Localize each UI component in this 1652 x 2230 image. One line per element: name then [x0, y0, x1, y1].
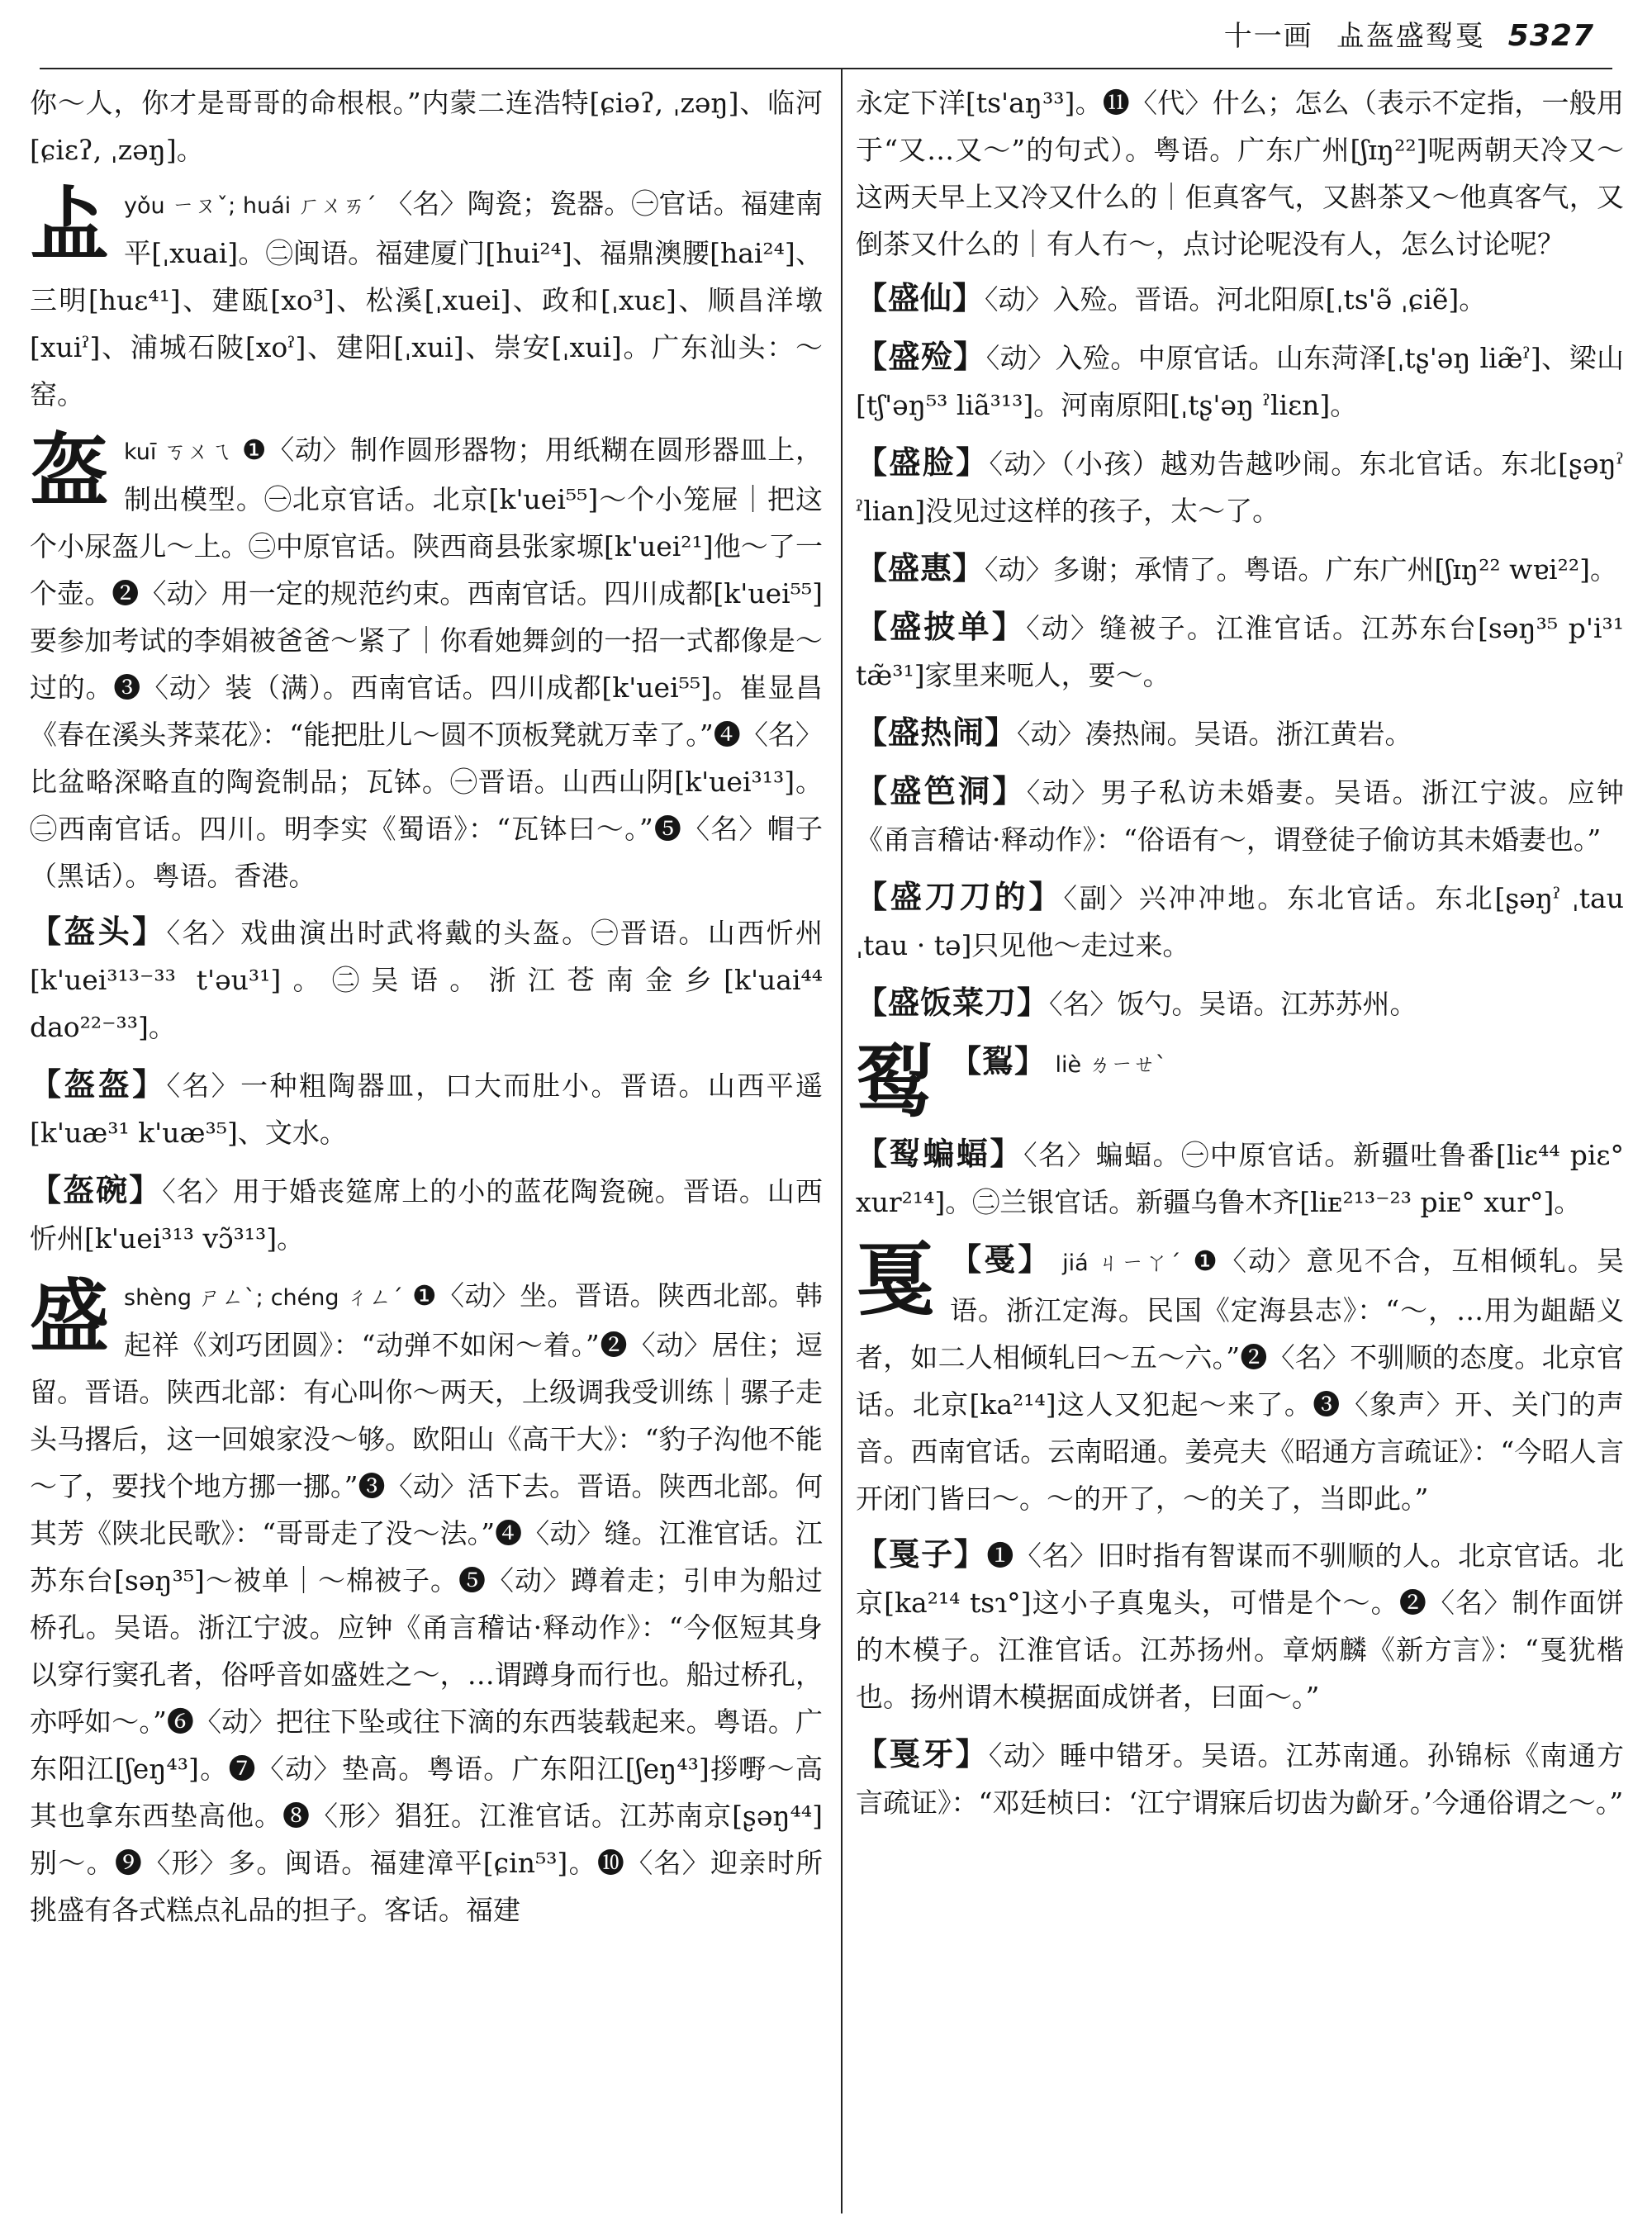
- subentry: [30, 908, 823, 1051]
- subentry: [856, 333, 1624, 429]
- subentry: [856, 709, 1624, 757]
- subentry: [856, 1130, 1624, 1226]
- entry-kui: [30, 426, 823, 899]
- subentry-word: 【盛仙】: [856, 279, 985, 316]
- subentry-word: 【盛刀刀的】: [856, 878, 1064, 915]
- entry-lie: [856, 1037, 1624, 1122]
- subentry-word: 【盛殓】: [856, 338, 986, 375]
- subentry: [856, 873, 1624, 969]
- headword-char: 盀: [30, 180, 109, 271]
- subentry-word: 【盛披单】: [856, 608, 1027, 645]
- headword-char: 盛: [30, 1272, 109, 1363]
- variant-char: 【鴷】: [950, 1042, 1047, 1079]
- subentry-definition: 〈副〉兴冲冲地。东北官话。东北[ʂəŋˀ ˌtau ˌtau · tə]只见他～走过来。: [856, 882, 1624, 961]
- continued-text: 永定下洋[ts'aŋ³³]。⓫〈代〉什么；怎么（表示不定指，一般用于“又…又～”的句式）。粤语。广东广州[ʃɪŋ²²]呢两朝天冷又～这两天早上又冷又什么的｜佢真客气，又斟茶又～他真客气，又倒茶又什么的｜有人冇～，点讨论呢没有人，怎么讨论呢？: [856, 87, 1624, 260]
- variant-char: 【戞】: [950, 1241, 1052, 1278]
- header-section: 十一画: [1223, 20, 1313, 53]
- subentry-word: 【盛惠】: [856, 549, 985, 586]
- subentry-definition: 〈动〉缝被子。江淮官话。江苏东台[səŋ³⁵ p'i³¹ tæ̃³¹]家里来呃人，要～。: [856, 612, 1624, 691]
- subentry-definition: 〈动〉凑热闹。吴语。浙江黄岩。: [1017, 718, 1412, 750]
- subentry: [856, 544, 1624, 593]
- subentry-definition: 〈动〉（小孩）越劝告越吵闹。东北官话。东北[ʂəŋˀ ˀlian]没见过这样的孩子，太～了。: [856, 448, 1624, 527]
- entry-jia: [856, 1236, 1624, 1522]
- subentry-word: 【盔碗】: [30, 1171, 163, 1208]
- pronunciation: kuī ㄎㄨㄟ: [124, 439, 233, 465]
- subentry: [856, 1530, 1624, 1720]
- pronunciation: yǒu ㄧㄡˇ; huái ㄏㄨㄞˊ: [124, 193, 377, 219]
- subentry: [856, 1730, 1624, 1826]
- column-divider: [841, 69, 843, 2213]
- subentry-word: 【盔盔】: [30, 1065, 167, 1103]
- subentry-word: 【盛笆洞】: [856, 772, 1027, 809]
- subentry-definition: 〈名〉蝙蝠。㊀中原官话。新疆吐鲁番[liɛ⁴⁴ piɛ° xur²¹⁴]。㊁兰银官话。新疆乌鲁木齐[liᴇ²¹³⁻²³ piᴇ° xur°]。: [856, 1139, 1624, 1218]
- header-rule: [40, 68, 1612, 69]
- subentry-definition: 〈动〉男子私访未婚妻。吴语。浙江宁波。应钟《甬言稽诂·释动作》：“俗语有～，谓登徒子偷访其未婚妻也。”: [856, 776, 1624, 856]
- subentry: [856, 767, 1624, 863]
- subentry-definition: 〈动〉多谢；承情了。粤语。广东广州[ʃɪŋ²² wɐi²²]。: [985, 553, 1617, 586]
- subentry-word: 【盛脸】: [856, 444, 990, 481]
- subentry-word: 【盛饭菜刀】: [856, 984, 1050, 1021]
- headword-char: 盔: [30, 426, 109, 517]
- subentry-definition: 〈名〉用于婚丧筵席上的小的蓝花陶瓷碗。晋语。山西忻州[k'uei³¹³ vɔ̃³¹³]。: [30, 1175, 823, 1255]
- right-column: [856, 79, 1624, 2213]
- subentry-word: 【䴕蝙蝠】: [856, 1135, 1024, 1172]
- subentry: [856, 603, 1624, 699]
- subentry-definition: 〈名〉饭勺。吴语。江苏苏州。: [1049, 988, 1417, 1020]
- subentry-word: 【戛子】: [856, 1535, 987, 1573]
- continued-text: 你～人，你才是哥哥的命根根。”内蒙二连浩特[ɕiəʔ, ˌzəŋ]、临河[ɕiɛʔ, ˌzəŋ]。: [30, 87, 823, 166]
- page-header: [1224, 13, 1594, 54]
- headword-char: 戛: [856, 1236, 935, 1326]
- definition: 〈名〉陶瓷；瓷器。㊀官话。福建南平[ˌxuai]。㊁闽语。福建厦门[hui²⁴]、福鼎澳腰[hai²⁴]、三明[huɛ⁴¹]、建瓯[xo³]、松溪[ˌxuei]、政和[ˌxuɛ]、顺昌洋墩[xuiˀ]、浦城石陂[xoˀ]、建阳[ˌxui]、崇安[ˌxui]。广东汕头：～窑。: [30, 187, 823, 410]
- pronunciation: liè ㄌㄧㄝˋ: [1055, 1052, 1167, 1078]
- subentry: [30, 1060, 823, 1156]
- definition: ❶〈动〉坐。晋语。陕西北部。韩起祥《刘巧团圆》：“动弹不如闲～着。”❷〈动〉居住；逗留。晋语。陕西北部：有心叫你～两天，上级调我受训练｜骡子走头马撂后，这一回娘家没～够。欧阳山《高干大》：“豹子沟他不能～了，要找个地方挪一挪。”❸〈动〉活下去。晋语。陕西北部。何其芳《陕北民歌》：“哥哥走了没～法。”❹〈动〉缝。江淮官话。江苏东台[səŋ³⁵]～被单｜～棉被子。❺〈动〉蹲着走；引申为船过桥孔。吴语。浙江宁波。应钟《甬言稽诂·释动作》：“今伛短其身以穿行窦孔者，俗呼音如盛姓之～，…谓蹲身而行也。船过桥孔，亦呼如～。”❻〈动〉把往下坠或往下滴的东西装载起来。粤语。广东阳江[ʃeŋ⁴³]。❼〈动〉垫高。粤语。广东阳江[ʃeŋ⁴³]拶嘢～高其也拿东西垫高他。❽〈形〉猖狂。江淮官话。江苏南京[ʂəŋ⁴⁴]别～。❾〈形〉多。闽语。福建漳平[ɕin⁵³]。❿〈名〉迎亲时所挑盛有各式糕点礼品的担子。客话。福建: [30, 1279, 823, 1926]
- subentry-word: 【盛热闹】: [856, 714, 1018, 751]
- headword-char: 䴕: [856, 1037, 935, 1122]
- header-characters: 盀盔盛䴕戛: [1336, 20, 1485, 53]
- subentry-definition: 〈名〉戏曲演出时武将戴的头盔。㊀晋语。山西忻州[k'uei³¹³⁻³³ t'əu³¹]。㊁吴语。浙江苍南金乡[k'uai⁴⁴ dao²²⁻³³]。: [30, 917, 823, 1043]
- subentry-definition: 〈动〉入殓。中原官话。山东菏泽[ˌtʂ'əŋ liæ̃ˀ]、梁山[tʃ'əŋ⁵³ liã³¹³]。河南原阳[ˌtʂ'əŋ ˀliɛn]。: [856, 342, 1624, 421]
- pronunciation: shèng ㄕㄥˋ; chéng ㄔㄥˊ: [124, 1285, 404, 1311]
- entry-you: [30, 180, 823, 418]
- subentry-definition: 〈动〉睡中错牙。吴语。江苏南通。孙锦标《南通方言疏证》：“邓廷桢曰：‘江宁谓寐后切齿为齘牙。’今通俗谓之～。”: [856, 1739, 1624, 1819]
- subentry-definition: 〈名〉一种粗陶器皿，口大而肚小。晋语。山西平遥[k'uæ³¹ k'uæ³⁵]、文水。: [30, 1070, 823, 1149]
- definition: ❶〈动〉意见不合，互相倾轧。吴语。浙江定海。民国《定海县志》：“～，…用为龃龉义者，如二人相倾轧曰～五～六。”❷〈名〉不驯顺的态度。北京官话。北京[ka²¹⁴]这人又犯起～来了。❸〈象声〉开、关门的声音。西南官话。云南昭通。姜亮夫《昭通方言疏证》：“今昭人言开闭门皆曰～。～的开了，～的关了，当即此。”: [856, 1245, 1624, 1515]
- entry-sheng: [30, 1272, 823, 1933]
- subentry-definition: ❶〈名〉旧时指有智谋而不驯顺的人。北京官话。北京[ka²¹⁴ tsɿ°]这小子真鬼头，可惜是个～。❷〈名〉制作面饼的木模子。江淮官话。江苏扬州。章炳麟《新方言》：“戛犹楷也。扬州谓木模据面成饼者，曰面～。”: [856, 1540, 1624, 1713]
- subentry-definition: 〈动〉入殓。晋语。河北阳原[ˌts'ə̃ ˌɕiẽ]。: [985, 283, 1487, 316]
- left-column: [30, 79, 823, 2213]
- subentry: [856, 439, 1624, 534]
- subentry-word: 【戛牙】: [856, 1735, 989, 1772]
- subentry: [30, 1166, 823, 1262]
- subentry-word: 【盔头】: [30, 913, 167, 950]
- definition: ❶〈动〉制作圆形器物；用纸糊在圆形器皿上，制出模型。㊀北京官话。北京[k'uei⁵⁵]～个小笼屉｜把这个小尿盔儿～上。㊁中原官话。陕西商县张家塬[k'uei²¹]他～了一个壶。❷〈动〉用一定的规范约束。西南官话。四川成都[k'uei⁵⁵]要参加考试的李娟被爸爸～紧了｜你看她舞剑的一招一式都像是～过的。❸〈动〉装（满）。西南官话。四川成都[k'uei⁵⁵]。崔显昌《春在溪头荠菜花》：“能把肚儿～圆不顶板凳就万幸了。”❹〈名〉比盆略深略直的陶瓷制品；瓦钵。㊀晋语。山西山阴[k'uei³¹³]。㊁西南官话。四川。明李实《蜀语》：“瓦钵曰～。”❺〈名〉帽子（黑话）。粤语。香港。: [30, 434, 823, 892]
- subentry: [856, 274, 1624, 323]
- page-number: 5327: [1507, 19, 1594, 53]
- pronunciation: jiá ㄐㄧㄚˊ: [1062, 1250, 1183, 1276]
- subentry: [856, 979, 1624, 1027]
